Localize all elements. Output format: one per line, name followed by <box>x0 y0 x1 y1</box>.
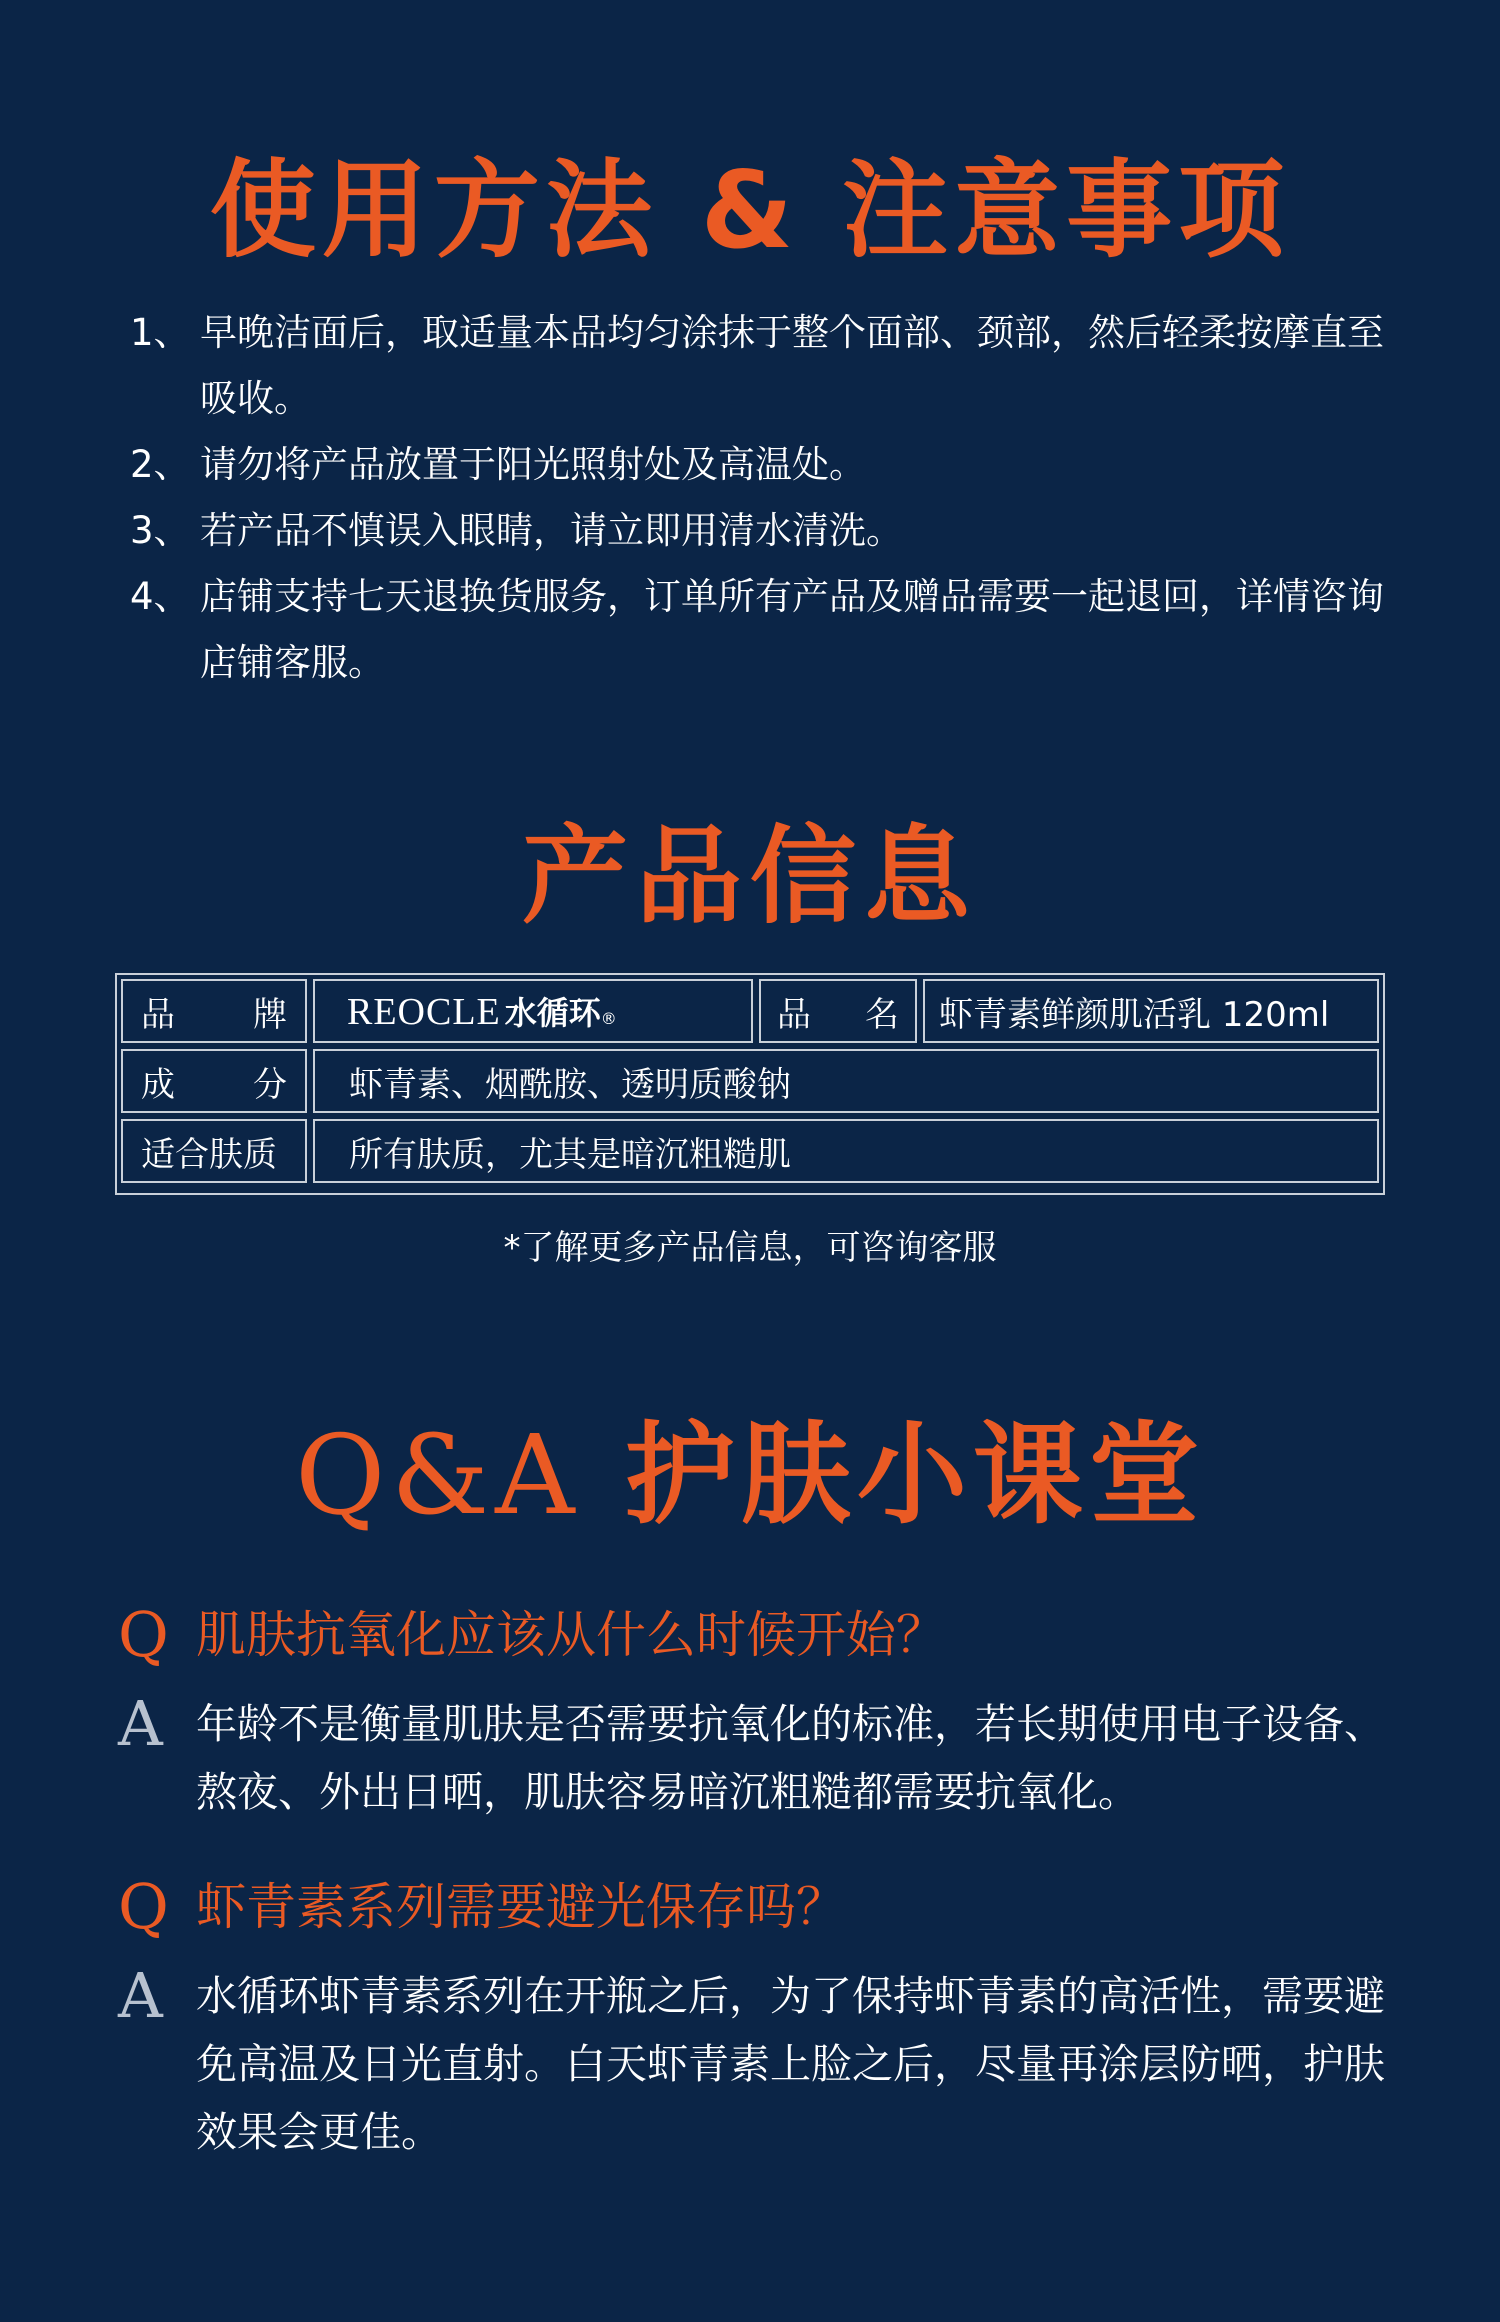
ingredients-value: 虾青素、烟酰胺、透明质酸钠 <box>313 1049 1379 1113</box>
table-row <box>121 979 1379 1043</box>
usage-list <box>130 300 1390 696</box>
usage-item-text: 请勿将产品放置于阳光照射处及高温处。 <box>200 443 866 486</box>
name-label-char: 名 <box>865 994 899 1035</box>
brand-logo-cn: 水循环 <box>504 994 601 1032</box>
question-text: 虾青素系列需要避光保存吗？ <box>196 1878 846 1936</box>
question-text: 肌肤抗氧化应该从什么时候开始？ <box>196 1606 946 1664</box>
brand-logo-latin: REOCLE <box>347 991 501 1033</box>
name-label-char: 品 <box>777 994 811 1035</box>
answer-mark-letter: A <box>118 1959 163 2032</box>
usage-item <box>130 300 1390 432</box>
usage-item-number: 4、 <box>130 575 191 618</box>
qa-answer <box>118 1687 1408 1826</box>
qa-item <box>118 1600 1408 1826</box>
product-name-value: 虾青素鲜颜肌活乳 120ml <box>923 979 1379 1043</box>
ingredients-label <box>121 1049 307 1113</box>
product-info-table <box>115 973 1385 1195</box>
usage-item <box>130 498 1390 564</box>
skin-type-value: 所有肤质，尤其是暗沉粗糙肌 <box>313 1119 1379 1183</box>
usage-title: 使用方法 & 注意事项 <box>209 149 1291 272</box>
brand-logo <box>347 988 617 1034</box>
usage-item-text: 早晚洁面后，取适量本品均匀涂抹于整个面部、颈部，然后轻柔按摩直至吸收。 <box>200 311 1384 420</box>
usage-item-number: 2、 <box>130 443 191 486</box>
table-row <box>121 1119 1379 1183</box>
usage-item-text: 店铺支持七天退换货服务，订单所有产品及赠品需要一起退回，详情咨询店铺客服。 <box>200 575 1384 684</box>
usage-item-number: 3、 <box>130 509 191 552</box>
product-info-title: 产品信息 <box>522 815 978 938</box>
skin-type-label: 适合肤质 <box>121 1119 307 1183</box>
question-mark-letter: Q <box>118 1598 169 1671</box>
qa-question <box>118 1872 1408 1942</box>
brand-label <box>121 979 307 1043</box>
table-row <box>121 1049 1379 1113</box>
usage-item <box>130 432 1390 498</box>
usage-item <box>130 564 1390 696</box>
qa-question <box>118 1600 1408 1670</box>
answer-text: 年龄不是衡量肌肤是否需要抗氧化的标准，若长期使用电子设备、熬夜、外出日晒，肌肤容易暗沉粗糙都需要抗氧化。 <box>196 1700 1385 1816</box>
answer-text: 水循环虾青素系列在开瓶之后，为了保持虾青素的高活性，需要避免高温及日光直射。白天虾青素上脸之后，尽量再涂层防晒，护肤效果会更佳。 <box>196 1972 1385 2156</box>
qa-title <box>0 1411 1500 1539</box>
ingredients-label-char: 分 <box>253 1064 287 1105</box>
brand-label-char: 牌 <box>253 994 287 1035</box>
usage-item-text: 若产品不慎误入眼睛，请立即用清水清洗。 <box>200 509 903 552</box>
usage-item-number: 1、 <box>130 311 191 354</box>
brand-value <box>313 979 753 1043</box>
registered-mark: ® <box>600 1009 617 1028</box>
product-name-label <box>759 979 917 1043</box>
info-note: *了解更多产品信息，可咨询客服 <box>503 1228 997 1268</box>
qa-item <box>118 1872 1408 2166</box>
ingredients-label-char: 成 <box>141 1064 175 1105</box>
qa-title-latin: Q&A <box>295 1411 581 1539</box>
qa-title-cn: 护肤小课堂 <box>624 1411 1205 1539</box>
answer-mark-letter: A <box>118 1687 163 1760</box>
qa-answer <box>118 1959 1408 2166</box>
brand-label-char: 品 <box>141 994 175 1035</box>
question-mark-letter: Q <box>118 1870 169 1943</box>
